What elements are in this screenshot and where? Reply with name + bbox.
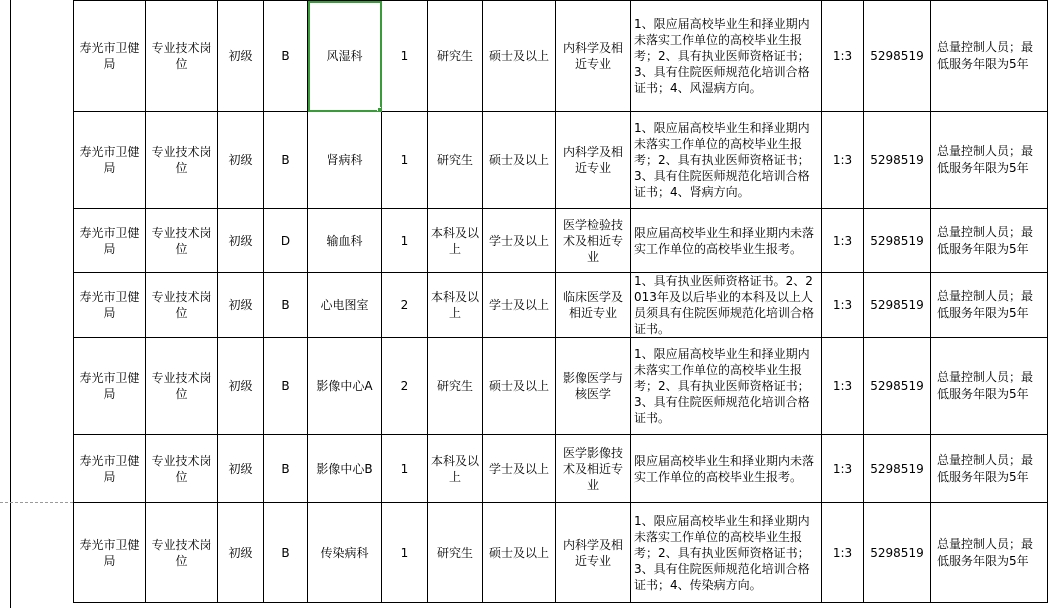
cell-note[interactable]: 总量控制人员；最低服务年限为5年: [931, 273, 1048, 338]
cell-post-name[interactable]: 影像中心A: [308, 338, 382, 435]
cell-degree[interactable]: 硕士及以上: [483, 503, 556, 603]
cell-post-name-selected[interactable]: [308, 1, 382, 112]
cell-note[interactable]: 总量控制人员；最低服务年限为5年: [931, 338, 1048, 435]
cell-level[interactable]: 初级: [218, 1, 264, 112]
cell-post-type[interactable]: 专业技术岗位: [146, 1, 218, 112]
cell-education[interactable]: 本科及以上: [428, 273, 483, 338]
cell-requirements[interactable]: 1、限应届高校毕业生和择业期内未落实工作单位的高校毕业生报考；2、具有执业医师资格证书；3、具有住院医师规范化培训合格证书；4、肾病方向。: [631, 112, 822, 209]
cell-text: 风湿科: [326, 49, 363, 63]
table-row[interactable]: [74, 338, 1048, 435]
cell-major[interactable]: 临床医学及相近专业: [556, 273, 631, 338]
cell-unit[interactable]: 寿光市卫健局: [74, 503, 146, 603]
cell-phone[interactable]: 5298519: [864, 209, 931, 273]
cell-requirements[interactable]: 限应届高校毕业生和择业期内未落实工作单位的高校毕业生报考。: [631, 435, 822, 503]
cell-category[interactable]: B: [264, 273, 308, 338]
cell-ratio[interactable]: 1:3: [822, 1, 864, 112]
cell-phone[interactable]: 5298519: [864, 112, 931, 209]
cell-major[interactable]: 内科学及相近专业: [556, 1, 631, 112]
cell-requirements[interactable]: 1、限应届高校毕业生和择业期内未落实工作单位的高校毕业生报考；2、具有执业医师资格证书；3、具有住院医师规范化培训合格证书；4、风湿病方向。: [631, 1, 822, 112]
cell-level[interactable]: 初级: [218, 112, 264, 209]
cell-unit[interactable]: 寿光市卫健局: [74, 209, 146, 273]
cell-note[interactable]: 总量控制人员；最低服务年限为5年: [931, 1, 1048, 112]
cell-phone[interactable]: 5298519: [864, 1, 931, 112]
cell-education[interactable]: 本科及以上: [428, 435, 483, 503]
cell-category[interactable]: B: [264, 503, 308, 603]
cell-post-type[interactable]: 专业技术岗位: [146, 273, 218, 338]
cell-requirements[interactable]: 1、限应届高校毕业生和择业期内未落实工作单位的高校毕业生报考；2、具有执业医师资格证书；3、具有住院医师规范化培训合格证书；4、传染病方向。: [631, 503, 822, 603]
cell-count[interactable]: 1: [382, 112, 428, 209]
cell-note[interactable]: 总量控制人员；最低服务年限为5年: [931, 209, 1048, 273]
cell-education[interactable]: 研究生: [428, 1, 483, 112]
cell-unit[interactable]: 寿光市卫健局: [74, 112, 146, 209]
cell-requirements[interactable]: 1、限应届高校毕业生和择业期内未落实工作单位的高校毕业生报考；2、具有执业医师资格证书；3、具有住院医师规范化培训合格证书。: [631, 338, 822, 435]
cell-ratio[interactable]: 1:3: [822, 503, 864, 603]
fill-handle[interactable]: [377, 107, 382, 112]
cell-category[interactable]: B: [264, 1, 308, 112]
cell-post-name[interactable]: 心电图室: [308, 273, 382, 338]
cell-count[interactable]: 2: [382, 338, 428, 435]
cell-ratio[interactable]: 1:3: [822, 338, 864, 435]
cell-requirements[interactable]: 限应届高校毕业生和择业期内未落实工作单位的高校毕业生报考。: [631, 209, 822, 273]
cell-post-type[interactable]: 专业技术岗位: [146, 209, 218, 273]
gridline: [10, 0, 11, 608]
cell-ratio[interactable]: 1:3: [822, 209, 864, 273]
table-row[interactable]: [74, 209, 1048, 273]
cell-level[interactable]: 初级: [218, 435, 264, 503]
cell-level[interactable]: 初级: [218, 209, 264, 273]
cell-phone[interactable]: 5298519: [864, 338, 931, 435]
cell-education[interactable]: 本科及以上: [428, 209, 483, 273]
cell-unit[interactable]: 寿光市卫健局: [74, 273, 146, 338]
cell-level[interactable]: 初级: [218, 273, 264, 338]
cell-level[interactable]: 初级: [218, 503, 264, 603]
cell-degree[interactable]: 学士及以上: [483, 435, 556, 503]
cell-degree[interactable]: 学士及以上: [483, 273, 556, 338]
cell-education[interactable]: 研究生: [428, 112, 483, 209]
table-row[interactable]: [74, 273, 1048, 338]
cell-education[interactable]: 研究生: [428, 338, 483, 435]
cell-major[interactable]: 医学检验技术及相近专业: [556, 209, 631, 273]
cell-major[interactable]: 医学影像技术及相近专业: [556, 435, 631, 503]
cell-unit[interactable]: 寿光市卫健局: [74, 435, 146, 503]
cell-note[interactable]: 总量控制人员；最低服务年限为5年: [931, 503, 1048, 603]
cell-level[interactable]: 初级: [218, 338, 264, 435]
spreadsheet-table: [73, 0, 1048, 603]
cell-degree[interactable]: 硕士及以上: [483, 1, 556, 112]
cell-category[interactable]: D: [264, 209, 308, 273]
cell-note[interactable]: 总量控制人员；最低服务年限为5年: [931, 112, 1048, 209]
cell-unit[interactable]: 寿光市卫健局: [74, 1, 146, 112]
row-header-area: [0, 0, 73, 608]
cell-education[interactable]: 研究生: [428, 503, 483, 603]
cell-note[interactable]: 总量控制人员；最低服务年限为5年: [931, 435, 1048, 503]
cell-phone[interactable]: 5298519: [864, 435, 931, 503]
cell-unit[interactable]: 寿光市卫健局: [74, 338, 146, 435]
cell-count[interactable]: 2: [382, 273, 428, 338]
cell-post-type[interactable]: 专业技术岗位: [146, 112, 218, 209]
cell-post-name[interactable]: 输血科: [308, 209, 382, 273]
cell-ratio[interactable]: 1:3: [822, 435, 864, 503]
page-break-line: [0, 502, 73, 503]
cell-degree[interactable]: 硕士及以上: [483, 112, 556, 209]
cell-ratio[interactable]: 1:3: [822, 112, 864, 209]
cell-category[interactable]: B: [264, 338, 308, 435]
cell-count[interactable]: 1: [382, 503, 428, 603]
table-row[interactable]: [74, 503, 1048, 603]
cell-major[interactable]: 影像医学与核医学: [556, 338, 631, 435]
cell-count[interactable]: 1: [382, 1, 428, 112]
cell-category[interactable]: B: [264, 435, 308, 503]
cell-post-type[interactable]: 专业技术岗位: [146, 435, 218, 503]
cell-degree[interactable]: 硕士及以上: [483, 338, 556, 435]
cell-post-name[interactable]: 影像中心B: [308, 435, 382, 503]
cell-count[interactable]: 1: [382, 209, 428, 273]
cell-degree[interactable]: 学士及以上: [483, 209, 556, 273]
cell-ratio[interactable]: 1:3: [822, 273, 864, 338]
cell-major[interactable]: 内科学及相近专业: [556, 503, 631, 603]
cell-count[interactable]: 1: [382, 435, 428, 503]
table-row[interactable]: [74, 1, 1048, 112]
cell-phone[interactable]: 5298519: [864, 273, 931, 338]
table-row[interactable]: [74, 435, 1048, 503]
cell-requirements[interactable]: 1、具有执业医师资格证书。2、2013年及以后毕业的本科及以上人员须具有住院医师规范化培训合格证书。: [631, 273, 822, 338]
cell-post-type[interactable]: 专业技术岗位: [146, 338, 218, 435]
cell-phone[interactable]: 5298519: [864, 503, 931, 603]
cell-major[interactable]: 内科学及相近专业: [556, 112, 631, 209]
cell-post-name[interactable]: 传染病科: [308, 503, 382, 603]
cell-category[interactable]: B: [264, 112, 308, 209]
cell-post-name[interactable]: 肾病科: [308, 112, 382, 209]
cell-post-type[interactable]: 专业技术岗位: [146, 503, 218, 603]
table-row[interactable]: [74, 112, 1048, 209]
